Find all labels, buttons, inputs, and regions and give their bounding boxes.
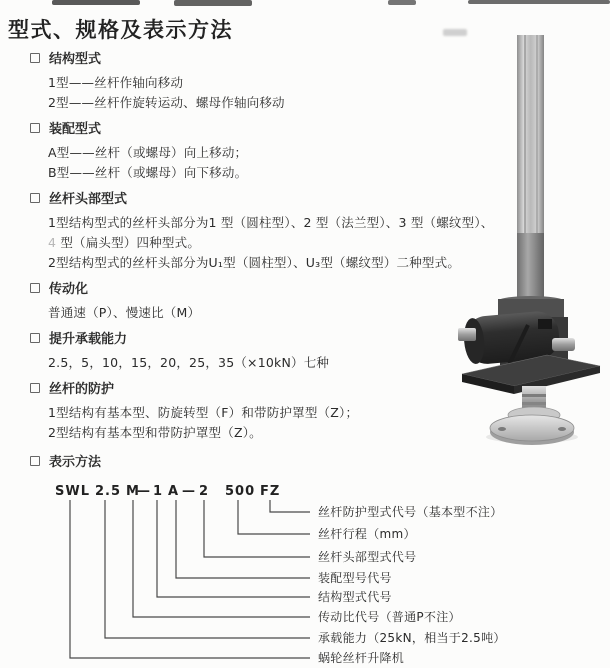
section-line: 1型结构型式的丝杆头部分为1 型（圆柱型）、2 型（法兰型）、3 型（螺纹型）、 <box>48 215 494 230</box>
section-heading-row <box>0 380 505 400</box>
designation-code-token: 1 <box>153 484 164 499</box>
section-line: 普通速（P）、慢速比（M） <box>48 305 201 320</box>
square-bullet-icon <box>30 456 40 466</box>
scan-artifact <box>388 0 416 5</box>
designation-label: 传动比代号（普通P不注） <box>318 610 461 624</box>
designation-label: 承载能力（25kN，相当于2.5吨） <box>318 631 506 645</box>
designation-code-token: FZ <box>260 484 281 499</box>
section-heading-row <box>0 330 505 350</box>
section-line: 1型——丝杆作轴向移动 <box>48 75 184 90</box>
scan-artifact <box>174 0 252 6</box>
worm-shaft-end-left <box>458 328 476 341</box>
designation-code-separator: — <box>182 484 195 499</box>
section-lifting-capacity <box>0 330 505 373</box>
designation-code-token: 2.5 <box>95 484 122 499</box>
square-bullet-icon <box>30 53 40 63</box>
designation-label: 蜗轮丝杆升降机 <box>318 651 405 665</box>
square-bullet-icon <box>30 123 40 133</box>
section-heading: 提升承载能力 <box>49 332 128 347</box>
section-heading-row <box>0 120 505 140</box>
screw-jack-photo <box>440 25 610 460</box>
section-line: 1型结构有基本型、防旋转型（F）和带防护罩型（Z）； <box>48 405 359 420</box>
lifting-screw-rod <box>517 35 544 305</box>
designation-connector-lines <box>0 480 610 668</box>
section-line: B型——丝杆（或螺母）向下移动。 <box>48 165 248 180</box>
section-transmission <box>0 280 505 323</box>
designation-code-token: 2 <box>199 484 210 499</box>
section-heading: 丝杆头部型式 <box>49 192 128 207</box>
designation-code-token: SWL <box>55 484 90 499</box>
designation-code-token: 500 <box>225 484 256 499</box>
section-line: A型——丝杆（或螺母）向上移动； <box>48 145 248 160</box>
faded-character: 4 <box>48 235 57 250</box>
section-heading: 丝杆的防护 <box>49 382 115 397</box>
section-structure-type <box>0 50 505 113</box>
designation-label: 丝杆行程（mm） <box>318 527 416 541</box>
section-heading: 传动化 <box>49 282 89 297</box>
scan-artifact <box>468 0 610 4</box>
square-bullet-icon <box>30 283 40 293</box>
section-heading-row <box>0 50 505 70</box>
section-heading: 结构型式 <box>49 52 102 67</box>
sections-list <box>0 50 505 480</box>
designation-diagram <box>0 480 610 668</box>
screw-end-and-flange <box>486 386 578 445</box>
section-line: 2型——丝杆作旋转运动、螺母作轴向移动 <box>48 95 285 110</box>
section-heading: 装配型式 <box>49 122 102 137</box>
section-line: 2型结构有基本型和带防护罩型（Z）。 <box>48 425 262 440</box>
section-screw-head-type <box>0 190 505 273</box>
section-assembly-type <box>0 120 505 183</box>
worm-shaft-end-right <box>552 338 575 351</box>
section-heading-row <box>0 453 505 473</box>
designation-label: 结构型式代号 <box>318 590 392 604</box>
designation-code-token: M <box>126 484 140 499</box>
designation-label: 丝杆头部型式代号 <box>318 550 417 564</box>
page-title: 型式、规格及表示方法 <box>8 18 233 42</box>
section-line: 2型结构型式的丝杆头部分为U₁型（圆柱型）、U₃型（螺纹型）二种型式。 <box>48 255 461 270</box>
section-line: 2.5，5，10，15，20，25，35（×10kN）七种 <box>48 355 330 370</box>
designation-label: 丝杆防护型式代号（基本型不注） <box>318 505 503 519</box>
square-bullet-icon <box>30 193 40 203</box>
section-screw-protection <box>0 380 505 443</box>
square-bullet-icon <box>30 333 40 343</box>
section-heading: 表示方法 <box>49 455 102 470</box>
designation-code-token: A <box>168 484 180 499</box>
square-bullet-icon <box>30 383 40 393</box>
section-line: 4 型（扁头型）四种型式。 <box>48 235 201 250</box>
scan-artifact <box>52 0 140 5</box>
section-heading-row <box>0 190 505 210</box>
designation-code-separator: — <box>137 484 150 499</box>
designation-label: 装配型号代号 <box>318 571 392 585</box>
section-heading-row <box>0 280 505 300</box>
section-designation-method <box>0 453 505 473</box>
